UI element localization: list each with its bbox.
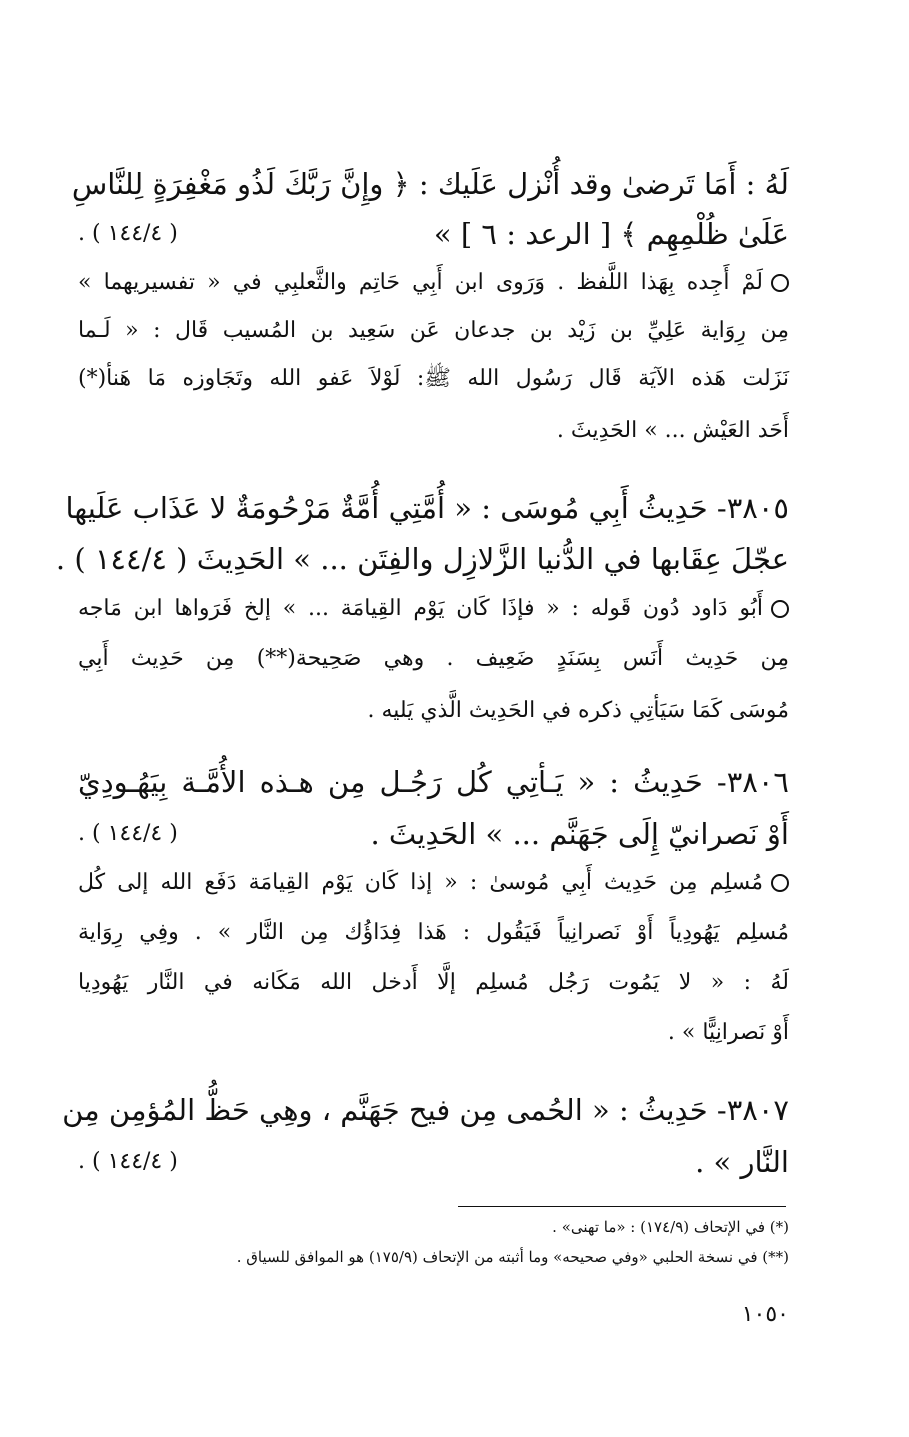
commentary-line: أَحَد العَيْش ... » الحَدِيثَ . — [556, 418, 789, 443]
page-number: ١٠٥٠ — [741, 1302, 789, 1327]
text-segment: عَلَىٰ ظُلْمِهِم ﴾ [ الرعد : ٦ ] » — [433, 217, 789, 251]
commentary-text: مُسلِم مِن حَدِيث أَبِي مُوسىٰ : « إذا كَان يَوْم القِيامَة دَفَع الله إلى كُل — [78, 870, 763, 895]
commentary-line: مُوسَى كَمَا سَيَأتِي ذكره في الحَدِيث الَّذي يَليه . — [367, 698, 789, 723]
commentary-line — [78, 592, 789, 626]
commentary-text: أَبُو دَاود دُون قَوله : « فإذَا كَان يَوْم القِيامَة ... » إلخ فَرَواها ابن مَاجه — [78, 596, 763, 621]
hadith-entry-heading: ٣٨٠٥- حَدِيثُ أَبِي مُوسَى : « أُمَّتِي أُمَّةٌ مَرْحُومَةٌ لا عَذَاب عَلَيها — [65, 491, 789, 525]
footnote: (*) في الإتحاف (١٧٤/٩) : «ما تهنى» . — [552, 1218, 789, 1236]
volume-page-reference: . ( ١٤٤/٤ ) — [78, 821, 178, 846]
circle-bullet-icon — [771, 274, 789, 292]
commentary-line — [78, 266, 789, 300]
text-line — [78, 812, 789, 856]
book-page — [55, 0, 789, 1437]
commentary-line: لَهُ : « لا يَمُوت رَجُل مُسلِم إلَّا أَدخل الله مَكَانه في النَّار يَهُودِيا — [78, 970, 789, 995]
footnote: (**) في نسخة الحلبي «وفي صحيحه» وما أثبته من الإتحاف (١٧٥/٩) هو الموافق للسياق . — [236, 1248, 789, 1266]
hadith-entry-heading: ٣٨٠٦- حَدِيثُ : « يَـأتِي كُل رَجُـل مِن هـذه الأُمَّـة بِيَهُـودِيّ — [78, 765, 789, 799]
hadith-entry-heading: ٣٨٠٧- حَدِيثُ : « الحُمى مِن فيح جَهَنَّم ، وهِي حَظُّ المُؤمِن مِن — [62, 1093, 789, 1127]
text-segment: النَّار » . — [695, 1145, 789, 1179]
circle-bullet-icon — [771, 600, 789, 618]
text-line — [78, 1140, 789, 1184]
text-line: عجّلَ عِقَابها في الدُّنيا الزَّلازِل والفِتَن ... » الحَدِيثَ ( ١٤٤/٤ ) . — [55, 542, 789, 576]
commentary-line — [78, 866, 789, 900]
commentary-line: مُسلِم يَهُودِياً أَوْ نَصرانِياً فَيَقُول : هَذا فِدَاؤُك مِن النَّار » . وفِي رِوَاية — [78, 920, 789, 945]
text-line — [78, 212, 789, 256]
volume-page-reference: . ( ١٤٤/٤ ) — [78, 221, 178, 246]
commentary-text: لَمْ أَجِده بِهَذا اللَّفظ . وَرَوى ابن أَبِي حَاتِم والثَّعلبِي في « تفسيريهما » — [78, 270, 763, 295]
circle-bullet-icon — [771, 874, 789, 892]
text-line: لَهُ : أَمَا تَرضىٰ وقد أُنْزل عَلَيك : ﴿ وإِنَّ رَبَّكَ لَذُو مَغْفِرَةٍ لِلنَّاسِ — [71, 167, 789, 201]
text-segment: أَوْ نَصرانيّ إِلَى جَهَنَّم ... » الحَدِيثَ . — [370, 817, 789, 851]
footnote-separator — [458, 1206, 786, 1207]
commentary-line: أَوْ نَصرانِيًّا » . — [667, 1020, 789, 1045]
commentary-line: مِن رِوَاية عَلِيِّ بن زَيْد بن جدعان عَن سَعِيد بن المُسيب قَال : « لَـما — [78, 318, 789, 343]
commentary-line: نَزَلت هَذه الآيَة قَال رَسُول الله ﷺ: لَوْلاَ عَفو الله وتَجَاوزه مَا هَنأ(*) — [78, 366, 789, 391]
volume-page-reference: . ( ١٤٤/٤ ) — [78, 1149, 178, 1174]
commentary-line: مِن حَدِيث أَنَس بِسَنَدٍ ضَعِيف . وهي صَحِيحة(**) مِن حَدِيث أَبِي — [78, 646, 789, 671]
